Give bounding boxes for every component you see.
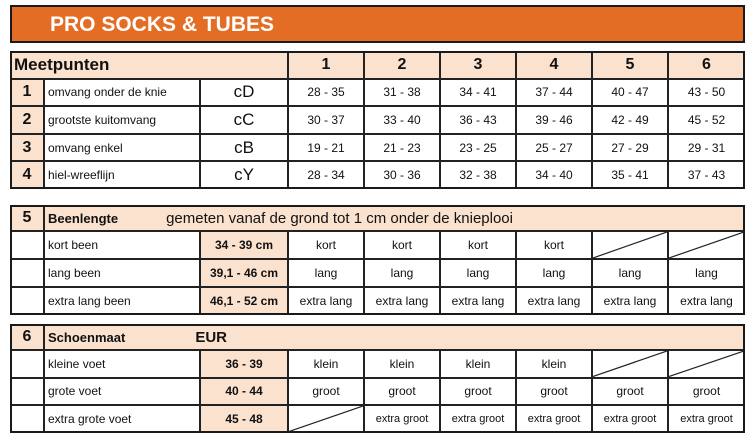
leg-header-row: [44, 205, 745, 231]
shoe-value: groot: [592, 378, 668, 406]
measure-code: cC: [200, 106, 288, 134]
leg-label: extra lang been: [44, 287, 200, 315]
measure-value: 30 - 36: [364, 161, 440, 189]
leg-range: 39,1 - 46 cm: [200, 259, 288, 287]
measure-value: 37 - 43: [668, 161, 745, 189]
leg-value: lang: [516, 259, 592, 287]
measure-value: 36 - 43: [440, 106, 516, 134]
shoe-value: extra groot: [440, 405, 516, 433]
shoe-value: klein: [364, 350, 440, 378]
leg-value: extra lang: [668, 287, 745, 315]
shoe-value: groot: [364, 378, 440, 406]
measure-value: 34 - 40: [516, 161, 592, 189]
measure-header-label: Meetpunten: [10, 51, 288, 79]
shoe-value: groot: [668, 378, 745, 406]
shoe-value: [668, 350, 745, 378]
leg-value: lang: [668, 259, 745, 287]
shoe-value: extra groot: [668, 405, 745, 433]
leg-value: kort: [516, 231, 592, 259]
measure-value: 40 - 47: [592, 79, 668, 107]
shoe-header-row: [44, 324, 745, 350]
measure-value: 19 - 21: [288, 134, 364, 162]
leg-value: kort: [288, 231, 364, 259]
shoe-range: 45 - 48: [200, 405, 288, 433]
leg-value: [668, 231, 745, 259]
measure-label: hiel-wreeflijn: [44, 161, 200, 189]
measure-code: cY: [200, 161, 288, 189]
shoe-value: klein: [440, 350, 516, 378]
measure-label: grootste kuitomvang: [44, 106, 200, 134]
measure-code: cD: [200, 79, 288, 107]
size-header-3: 3: [440, 51, 516, 79]
leg-value: lang: [364, 259, 440, 287]
measure-value: 35 - 41: [592, 161, 668, 189]
not-available-slash: [669, 351, 744, 377]
measure-value: 29 - 31: [668, 134, 745, 162]
row-spacer: [10, 231, 44, 259]
leg-value: extra lang: [592, 287, 668, 315]
leg-label: kort been: [44, 231, 200, 259]
measure-value: 32 - 38: [440, 161, 516, 189]
measure-label: omvang enkel: [44, 134, 200, 162]
not-available-slash: [289, 406, 363, 432]
size-header-2: 2: [364, 51, 440, 79]
shoe-value: extra groot: [364, 405, 440, 433]
shoe-range: 40 - 44: [200, 378, 288, 406]
row-number: 3: [10, 134, 44, 162]
leg-range: 34 - 39 cm: [200, 231, 288, 259]
not-available-slash: [593, 351, 667, 377]
shoe-value: extra groot: [516, 405, 592, 433]
measure-label: omvang onder de knie: [44, 79, 200, 107]
shoe-value: klein: [288, 350, 364, 378]
row-number: 1: [10, 79, 44, 107]
shoe-value: [288, 405, 364, 433]
row-spacer: [10, 287, 44, 315]
shoe-value: extra groot: [592, 405, 668, 433]
leg-value: kort: [440, 231, 516, 259]
measure-value: 30 - 37: [288, 106, 364, 134]
shoe-label: extra grote voet: [44, 405, 200, 433]
leg-value: extra lang: [364, 287, 440, 315]
shoe-header: Schoenmaat: [48, 329, 126, 345]
not-available-slash: [593, 232, 667, 258]
measure-value: 43 - 50: [668, 79, 745, 107]
leg-value: extra lang: [288, 287, 364, 315]
measure-value: 25 - 27: [516, 134, 592, 162]
leg-value: lang: [288, 259, 364, 287]
measure-value: 39 - 46: [516, 106, 592, 134]
measure-value: 21 - 23: [364, 134, 440, 162]
leg-value: [592, 231, 668, 259]
measure-value: 23 - 25: [440, 134, 516, 162]
leg-value: lang: [440, 259, 516, 287]
measure-value: 31 - 38: [364, 79, 440, 107]
shoe-range: 36 - 39: [200, 350, 288, 378]
shoe-label: grote voet: [44, 378, 200, 406]
shoe-value: groot: [516, 378, 592, 406]
leg-value: lang: [592, 259, 668, 287]
measure-value: 33 - 40: [364, 106, 440, 134]
row-number: 4: [10, 161, 44, 189]
section-number: 5: [10, 205, 44, 231]
leg-value: extra lang: [440, 287, 516, 315]
measure-code: cB: [200, 134, 288, 162]
leg-range: 46,1 - 52 cm: [200, 287, 288, 315]
shoe-value: groot: [440, 378, 516, 406]
leg-label: lang been: [44, 259, 200, 287]
shoe-unit: EUR: [195, 328, 227, 346]
measure-value: 37 - 44: [516, 79, 592, 107]
measure-value: 28 - 35: [288, 79, 364, 107]
size-header-6: 6: [668, 51, 745, 79]
row-spacer: [10, 259, 44, 287]
shoe-value: klein: [516, 350, 592, 378]
not-available-slash: [669, 232, 744, 258]
measure-value: 45 - 52: [668, 106, 745, 134]
size-header-5: 5: [592, 51, 668, 79]
shoe-value: groot: [288, 378, 364, 406]
measure-value: 27 - 29: [592, 134, 668, 162]
measure-value: 34 - 41: [440, 79, 516, 107]
row-spacer: [10, 350, 44, 378]
size-header-4: 4: [516, 51, 592, 79]
shoe-label: kleine voet: [44, 350, 200, 378]
leg-value: kort: [364, 231, 440, 259]
title-banner: [10, 5, 745, 43]
section-number: 6: [10, 324, 44, 350]
row-spacer: [10, 378, 44, 406]
row-number: 2: [10, 106, 44, 134]
shoe-value: [592, 350, 668, 378]
measure-value: 42 - 49: [592, 106, 668, 134]
leg-value: extra lang: [516, 287, 592, 315]
measure-value: 28 - 34: [288, 161, 364, 189]
leg-header: Beenlengte: [48, 210, 119, 226]
leg-note: gemeten vanaf de grond tot 1 cm onder de knieplooi: [166, 209, 513, 227]
page-title: PRO SOCKS & TUBES: [50, 13, 275, 36]
row-spacer: [10, 405, 44, 433]
size-header-1: 1: [288, 51, 364, 79]
